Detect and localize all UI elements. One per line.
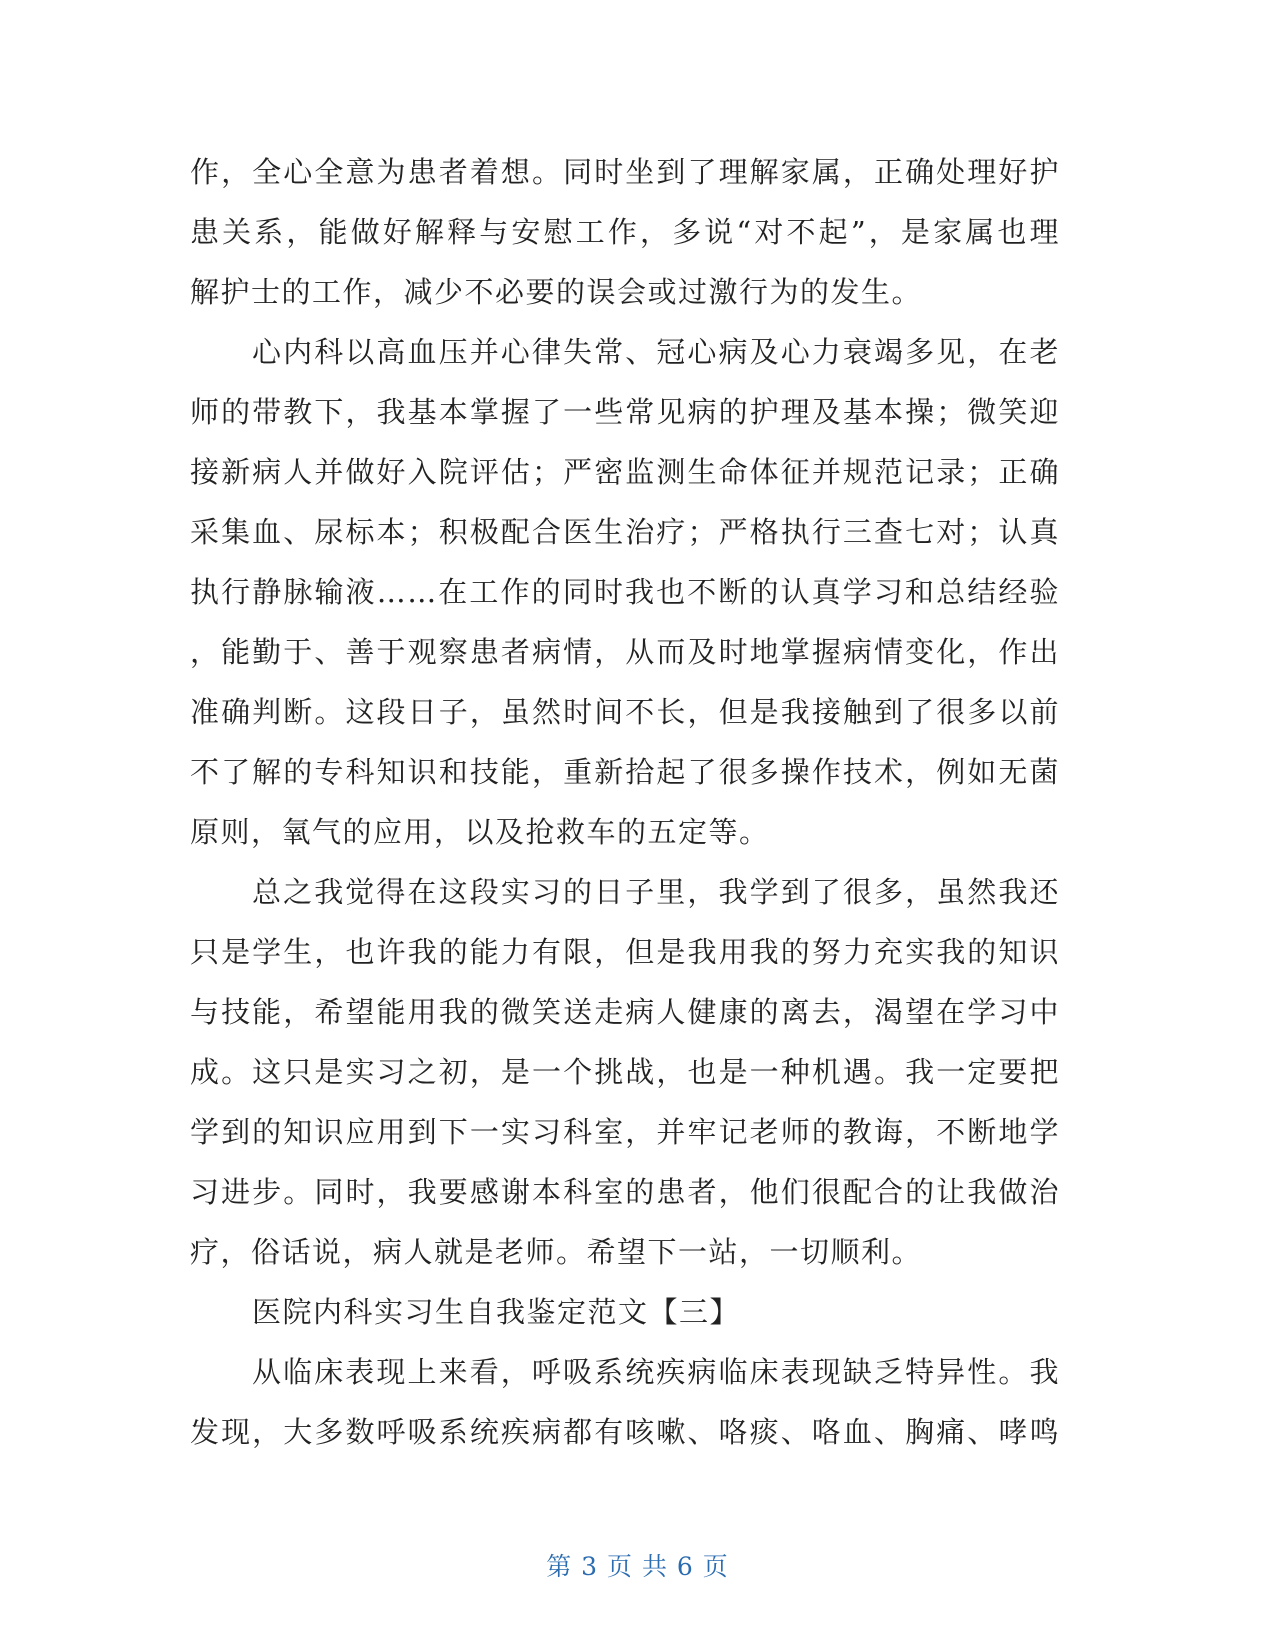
text-line: 与技能，希望能用我的微笑送走病人健康的离去，渴望在学习中 <box>190 995 1060 1029</box>
text-line: 习进步。同时，我要感谢本科室的患者，他们很配合的让我做治 <box>190 1175 1060 1209</box>
text-line: 成。这只是实习之初，是一个挑战，也是一种机遇。我一定要把 <box>190 1055 1060 1089</box>
paragraph-start: 从临床表现上来看，呼吸系统疾病临床表现缺乏特异性。我 <box>252 1355 1060 1389</box>
text-line: 原则，氧气的应用，以及抢救车的五定等。 <box>190 815 770 849</box>
text-line: 作，全心全意为患者着想。同时坐到了理解家属，正确处理好护 <box>190 155 1060 189</box>
text-line: 患关系，能做好解释与安慰工作，多说“对不起”，是家属也理 <box>190 215 1060 249</box>
text-line: 师的带教下，我基本掌握了一些常见病的护理及基本操；微笑迎 <box>190 395 1060 429</box>
section-heading: 医院内科实习生自我鉴定范文【三】 <box>252 1295 741 1329</box>
paragraph-start: 总之我觉得在这段实习的日子里，我学到了很多，虽然我还 <box>252 875 1060 909</box>
text-line: 不了解的专科知识和技能，重新拾起了很多操作技术，例如无菌 <box>190 755 1060 789</box>
text-line: 接新病人并做好入院评估；严密监测生命体征并规范记录；正确 <box>190 455 1060 489</box>
text-line: 执行静脉输液……在工作的同时我也不断的认真学习和总结经验 <box>190 575 1060 609</box>
text-line: 只是学生，也许我的能力有限，但是我用我的努力充实我的知识 <box>190 935 1060 969</box>
text-line: 准确判断。这段日子，虽然时间不长，但是我接触到了很多以前 <box>190 695 1060 729</box>
text-line: 采集血、尿标本；积极配合医生治疗；严格执行三查七对；认真 <box>190 515 1060 549</box>
text-line: 解护士的工作，减少不必要的误会或过激行为的发生。 <box>190 275 923 309</box>
paragraph-start: 心内科以高血压并心律失常、冠心病及心力衰竭多见，在老 <box>252 335 1060 369</box>
text-line: 发现，大多数呼吸系统疾病都有咳嗽、咯痰、咯血、胸痛、哮鸣 <box>190 1415 1060 1449</box>
text-line: 学到的知识应用到下一实习科室，并牢记老师的教诲，不断地学 <box>190 1115 1060 1149</box>
body-text <box>190 142 1060 1462</box>
text-line: 疗，俗话说，病人就是老师。希望下一站，一切顺利。 <box>190 1235 923 1269</box>
page-number: 第 3 页 共 6 页 <box>546 1552 729 1581</box>
text-line: ，能勤于、善于观察患者病情，从而及时地掌握病情变化，作出 <box>190 635 1060 669</box>
